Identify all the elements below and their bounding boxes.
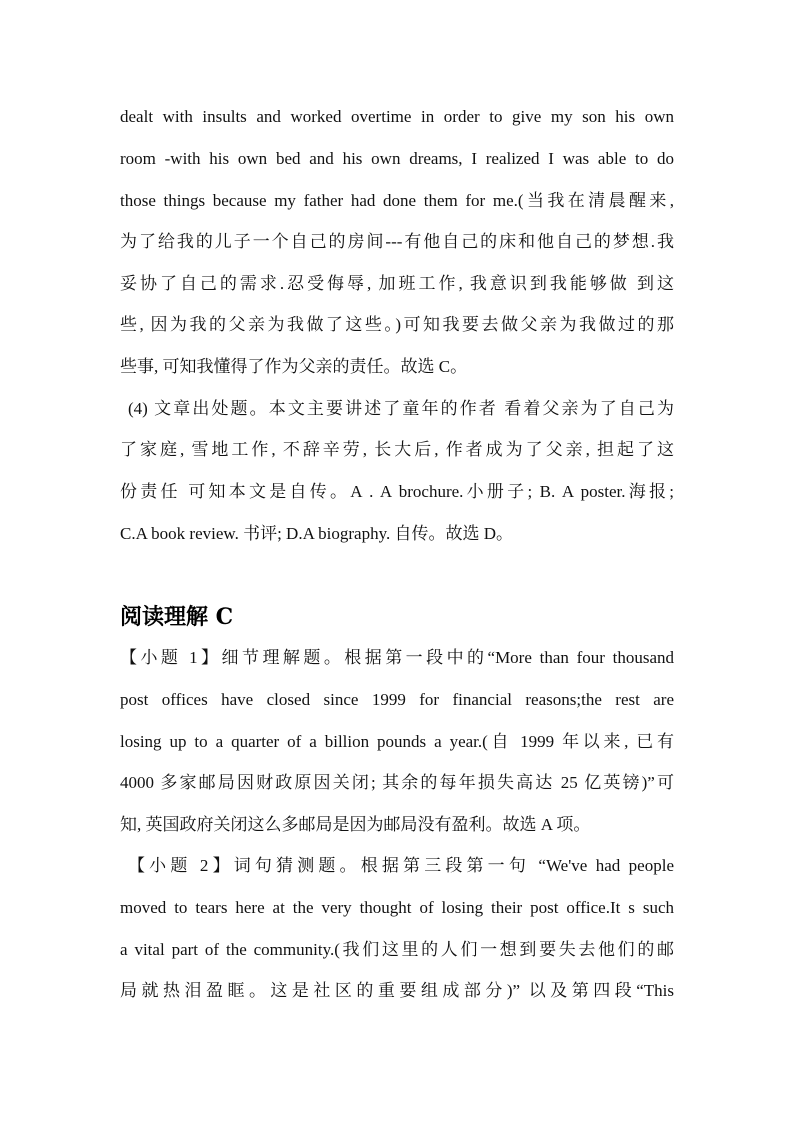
text-line: 【小题 1】细节理解题。根据第一段中的“More than four thousand — [120, 648, 674, 667]
text-line: those things because my father had done them for me.(当我在清晨醒来, — [120, 191, 674, 210]
text-line: 了家庭, 雪地工作, 不辞辛劳, 长大后, 作者成为了父亲, 担起了这 — [120, 440, 674, 459]
section-heading: 阅读理解 C — [120, 604, 234, 630]
text-line: 知, 英国政府关闭这么多邮局是因为邮局没有盈利。故选 A 项。 — [120, 815, 591, 834]
text-line: a vital part of the community.(我们这里的人们一想到要失去他们的邮 — [120, 940, 674, 959]
text-line: post offices have closed since 1999 for financial reasons;the rest are — [120, 690, 674, 709]
text-line: room -with his own bed and his own dreams, I realized I was able to do — [120, 149, 674, 168]
text-line: 些, 因为我的父亲为我做了这些。)可知我要去做父亲为我做过的那 — [120, 315, 674, 334]
text-line: 4000 多家邮局因财政原因关闭; 其余的每年损失高达 25 亿英镑)”可 — [120, 773, 674, 792]
text-line: C.A book review. 书评; D.A biography. 自传。故选 D。 — [120, 524, 514, 543]
text-line: 局就热泪盈眶。这是社区的重要组成部分)” 以及第四段“This — [120, 981, 674, 1000]
text-line: (4) 文章出处题。本文主要讲述了童年的作者 看着父亲为了自己为 — [128, 399, 674, 418]
text-line: 为了给我的儿子一个自己的房间---有他自己的床和他自己的梦想.我 — [120, 232, 674, 251]
text-line: 些事, 可知我懂得了作为父亲的责任。故选 C。 — [120, 357, 468, 376]
text-line: 【小题 2】词句猜测题。根据第三段第一句 “We've had people — [128, 856, 674, 875]
text-line: moved to tears here at the very thought of losing their post office.It s such — [120, 898, 674, 917]
text-line: 份责任 可知本文是自传。A . A brochure.小册子; B. A poster.海报; — [120, 482, 674, 501]
text-line: dealt with insults and worked overtime in order to give my son his own — [120, 107, 674, 126]
text-line: 妥协了自己的需求.忍受侮辱, 加班工作, 我意识到我能够做 到这 — [120, 274, 674, 293]
text-line: losing up to a quarter of a billion pounds a year.(自 1999 年以来, 已有 — [120, 732, 674, 751]
